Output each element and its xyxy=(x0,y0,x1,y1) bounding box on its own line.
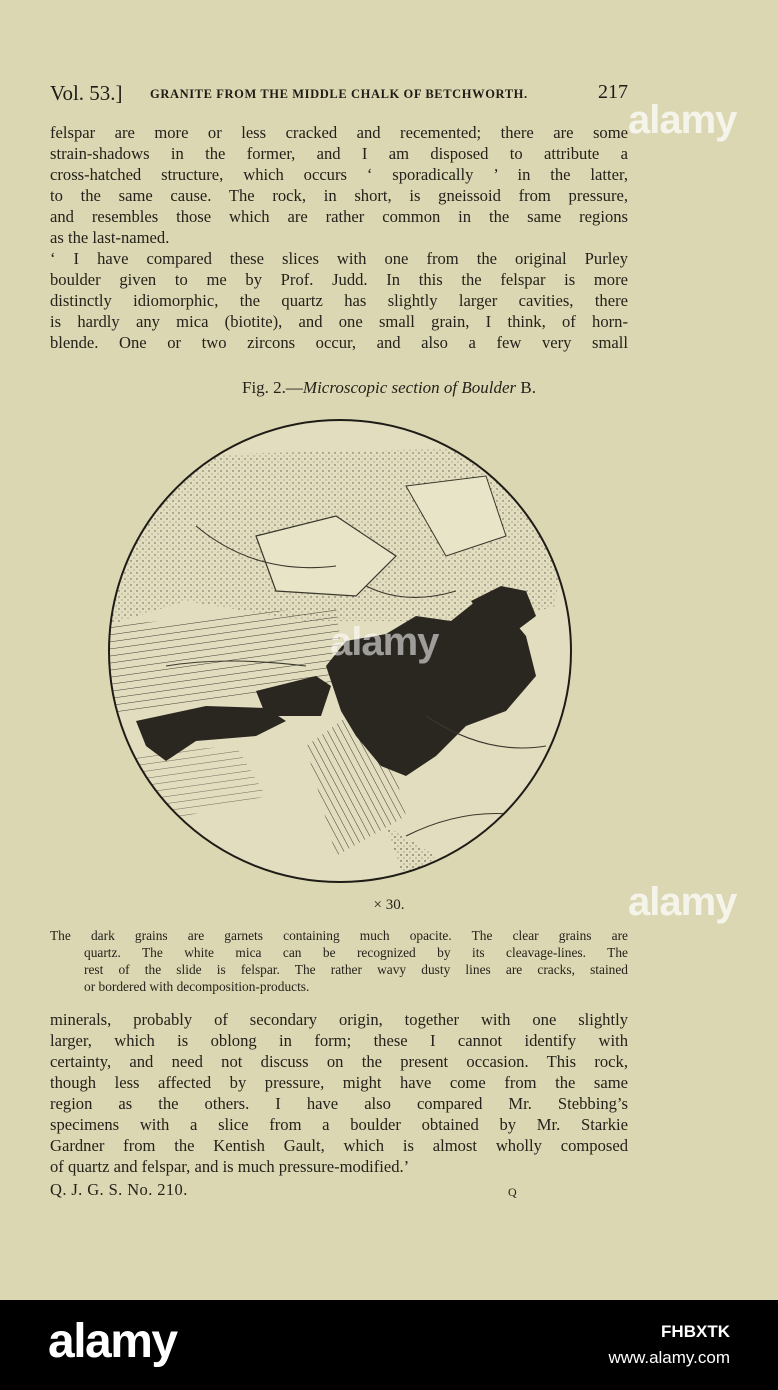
caption-line: or bordered with decomposition-products. xyxy=(84,979,310,994)
figure-title-suffix: B. xyxy=(516,378,537,397)
watermark-logo: alamy xyxy=(628,880,737,924)
site-url: www.alamy.com xyxy=(608,1348,730,1367)
figure-label: Fig. 2.— xyxy=(241,378,303,397)
text-line: certainty, and need not discuss on the present occasion. This rock, xyxy=(50,1052,628,1071)
text-line: as the last-named. xyxy=(50,228,170,247)
caption-line: quartz. The white mica can be recognized by its cleavage-lines. The xyxy=(84,945,628,960)
text-line: felspar are more or less cracked and recemented; there are some xyxy=(50,123,628,142)
paragraph-1 xyxy=(50,122,628,248)
text-line: and resembles those which are rather common in the same regions xyxy=(50,207,628,226)
paragraph-2 xyxy=(50,248,628,353)
text-line: boulder given to me by Prof. Judd. In this the felspar is more xyxy=(50,270,628,289)
text-line: though less affected by pressure, might have come from the same xyxy=(50,1073,628,1092)
text-line: Gardner from the Kentish Gault, which is almost wholly composed xyxy=(50,1136,628,1155)
caption-line: The dark grains are garnets containing much opacite. The clear grains are xyxy=(50,928,628,943)
running-title: GRANITE FROM THE MIDDLE CHALK OF BETCHWORTH. xyxy=(150,87,528,101)
page-footer xyxy=(50,1180,628,1202)
brand-logo: alamy xyxy=(48,1315,177,1368)
text-line: distinctly idiomorphic, the quartz has slightly larger cavities, there xyxy=(50,291,628,310)
text-line: is hardly any mica (biotite), and one small grain, I think, of horn- xyxy=(50,312,628,331)
watermark-logo: alamy xyxy=(628,98,737,142)
text-line: ‘ I have compared these slices with one from the original Purley xyxy=(50,249,628,268)
text-line: specimens with a slice from a boulder obtained by Mr. Starkie xyxy=(50,1115,628,1134)
text-line: cross-hatched structure, which occurs ‘ sporadically ’ in the latter, xyxy=(50,165,628,184)
page-number: 217 xyxy=(598,81,628,103)
magnification-label: × 30. xyxy=(373,897,405,913)
volume-label: Vol. 53.] xyxy=(50,81,123,105)
image-id: FHBXTK xyxy=(661,1322,730,1341)
caption-line: rest of the slide is felspar. The rather wavy dusty lines are cracks, stained xyxy=(84,962,628,977)
journal-reference: Q. J. G. S. No. 210. xyxy=(50,1180,188,1199)
text-line: to the same cause. The rock, in short, is gneissoid from pressure, xyxy=(50,186,628,205)
running-header xyxy=(50,81,628,107)
figure-caption xyxy=(50,927,628,995)
text-line: minerals, probably of secondary origin, together with one slightly xyxy=(50,1010,628,1029)
stock-photo-banner xyxy=(0,1300,778,1390)
text-line: of quartz and felspar, and is much pressure-modified.’ xyxy=(50,1157,410,1176)
watermark-logo: alamy xyxy=(330,620,439,664)
signature-mark: Q xyxy=(508,1185,517,1199)
text-line: larger, which is oblong in form; these I cannot identify with xyxy=(50,1031,628,1050)
figure-title-italic: Microscopic section of Boulder xyxy=(302,378,517,397)
paragraph-3 xyxy=(50,1009,628,1177)
figure-title xyxy=(0,378,778,398)
text-line: strain-shadows in the former, and I am disposed to attribute a xyxy=(50,144,628,163)
text-line: blende. One or two zircons occur, and also a few very small xyxy=(50,333,628,352)
text-line: region as the others. I have also compared Mr. Stebbing’s xyxy=(50,1094,628,1113)
